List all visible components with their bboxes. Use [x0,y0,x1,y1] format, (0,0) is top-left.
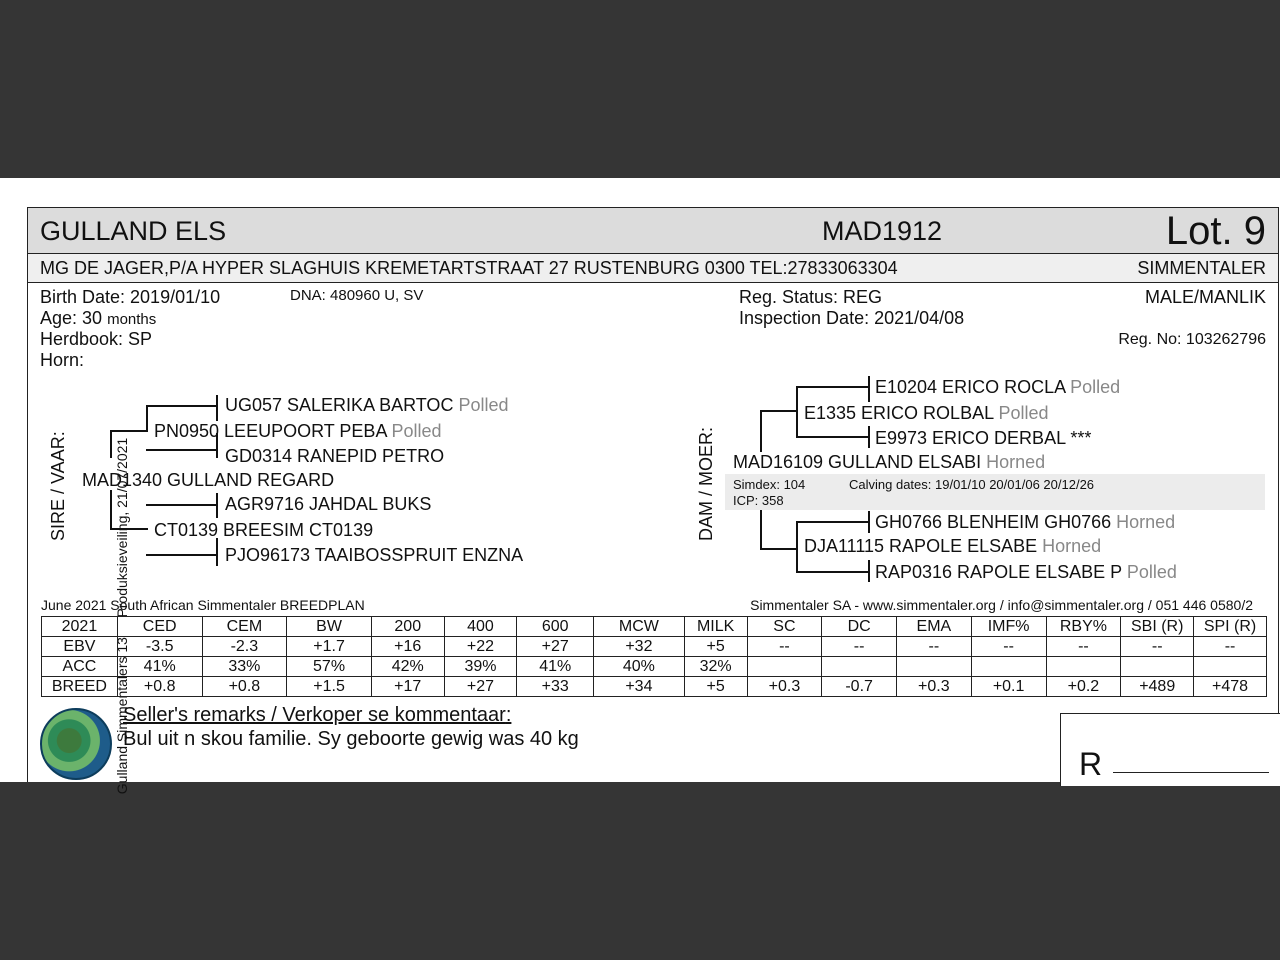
ebv-cell: -3.5 [117,637,202,657]
ebv-cell: +34 [594,677,685,697]
ebv-header-cell: CEM [202,617,287,637]
ebv-header-cell: SC [747,617,822,637]
ebv-header-row [42,617,1267,637]
ebv-cell: +1.7 [287,637,372,657]
ebv-cell [747,657,822,677]
ebv-row [42,677,1267,697]
herdbook: Herdbook: SP [40,329,153,349]
icp: ICP: 358 [733,493,784,508]
ebv-header-cell: 2021 [42,617,118,637]
ebv-cell: -0.7 [822,677,897,697]
ebv-cell [1121,657,1194,677]
breed-label: SIMMENTALER [1137,258,1266,278]
sire: MAD1340 GULLAND REGARD [82,470,335,490]
simdex: Simdex: 104 [733,477,806,492]
age [40,308,156,329]
ebv-cell [822,657,897,677]
ebv-cell: +0.3 [747,677,822,697]
ebv-header-cell: BW [287,617,372,637]
owner-details: MG DE JAGER,P/A HYPER SLAGHUIS KREMETARTSTRAAT 27 RUSTENBURG 0300 TEL:27833063304 [40,258,898,278]
ebv-cell: 57% [287,657,372,677]
ebv-cell [896,657,971,677]
dam-dam: DJA11115 RAPOLE ELSABE Horned [804,536,1102,556]
ebv-cell: +33 [517,677,594,697]
simmentaler-logo [40,708,112,780]
ebv-cell: -- [1194,637,1267,657]
ebv-cell [1194,657,1267,677]
ebv-cell: 33% [202,657,287,677]
horn: Horn: [40,350,85,370]
ebv-cell: 39% [444,657,517,677]
sex: MALE/MANLIK [1144,287,1266,307]
ebv-cell: +1.5 [287,677,372,697]
title-bar [28,208,1278,254]
contact-note: Simmentaler SA - www.simmentaler.org / info@simmentaler.org / 051 446 0580/2 [750,597,1253,613]
sire-sire-dam: GD0314 RANEPID PETRO [225,446,445,466]
ebv-cell: -- [1121,637,1194,657]
remarks-text: Bul uit n skou familie. Sy geboorte gewig was 40 kg [123,728,579,750]
ebv-header-cell: EMA [896,617,971,637]
ebv-header-cell: RBY% [1046,617,1121,637]
ebv-cell: +5 [684,677,747,697]
ebv-cell: +32 [594,637,685,657]
animal-id: MAD1912 [822,216,943,246]
ebv-cell: -- [747,637,822,657]
ebv-header-cell: 400 [444,617,517,637]
ebv-cell: -- [896,637,971,657]
ebv-header-cell: MILK [684,617,747,637]
ebv-cell: +0.3 [896,677,971,697]
ebv-cell: EBV [42,637,118,657]
dam-label: DAM / MOER: [696,426,716,541]
remarks-title: Seller's remarks / Verkoper se kommentaar: [123,704,512,726]
ebv-cell: +0.8 [117,677,202,697]
sire-sire: PN0950 LEEUPOORT PEBA Polled [154,421,442,441]
ebv-table [41,616,1267,697]
ebv-row [42,657,1267,677]
ebv-cell: -- [1046,637,1121,657]
age-value: Age: 30 [40,308,103,328]
ebv-cell: 41% [517,657,594,677]
ebv-cell: 42% [371,657,444,677]
bid-price-box[interactable] [1060,713,1280,786]
ebv-header-cell: 600 [517,617,594,637]
sire-dam-sire: AGR9716 JAHDAL BUKS [225,494,432,514]
dna-info: DNA: 480960 U, SV [290,287,424,304]
ebv-cell: +489 [1121,677,1194,697]
ebv-header-cell: 200 [371,617,444,637]
dam: MAD16109 GULLAND ELSABI Horned [733,452,1046,472]
ebv-cell: +22 [444,637,517,657]
currency-symbol: R [1079,746,1103,782]
ebv-cell: -- [822,637,897,657]
ebv-header-cell: CED [117,617,202,637]
reg-number: Reg. No: 103262796 [1118,331,1266,348]
ebv-cell: ACC [42,657,118,677]
ebv-cell: BREED [42,677,118,697]
ebv-cell: +0.2 [1046,677,1121,697]
calving-dates: Calving dates: 19/01/10 20/01/06 20/12/26 [849,477,1095,492]
lot-card [27,207,1279,782]
ebv-row [42,637,1267,657]
dam-sire-dam: E9973 ERICO DERBAL *** [875,428,1092,448]
catalogue-sheet [0,178,1280,795]
ebv-cell [971,657,1046,677]
ebv-cell: +0.8 [202,677,287,697]
ebv-header-cell: SPI (R) [1194,617,1267,637]
ebv-cell: -- [971,637,1046,657]
dam-dam-dam: RAP0316 RAPOLE ELSABE P Polled [875,562,1177,582]
dam-sire-sire: E10204 ERICO ROCLA Polled [875,377,1121,397]
price-entry-line[interactable] [1113,772,1269,773]
sire-dam: CT0139 BREESIM CT0139 [154,520,374,540]
sire-sire-sire: UG057 SALERIKA BARTOC Polled [225,395,509,415]
ebv-cell: 32% [684,657,747,677]
ebv-cell: 41% [117,657,202,677]
dam-sire: E1335 ERICO ROLBAL Polled [804,403,1049,423]
ebv-header-cell: MCW [594,617,685,637]
ebv-cell: +5 [684,637,747,657]
ebv-cell: +16 [371,637,444,657]
dam-dam-sire: GH0766 BLENHEIM GH0766 Horned [875,512,1176,532]
ebv-cell: +27 [444,677,517,697]
side-caption: Gulland Simmentalers 13de Produksieveiling, 21/07/2021 [114,437,130,795]
ebv-cell: +478 [1194,677,1267,697]
owner-bar [28,254,1278,283]
inspection-date: Inspection Date: 2021/04/08 [739,308,965,328]
ebv-cell: +17 [371,677,444,697]
reg-status: Reg. Status: REG [739,287,883,307]
ebv-cell: 40% [594,657,685,677]
sire-dam-dam: PJO96173 TAAIBOSSPRUIT ENZNA [225,545,524,565]
age-unit: months [107,311,157,328]
ebv-cell: +27 [517,637,594,657]
ebv-cell [1046,657,1121,677]
ebv-header-cell: SBI (R) [1121,617,1194,637]
ebv-cell: -2.3 [202,637,287,657]
lot-number: Lot. 9 [1165,209,1266,253]
birth-date: Birth Date: 2019/01/10 [40,287,221,307]
sire-label: SIRE / VAAR: [48,431,68,541]
dam-stats-box [725,474,1265,510]
ebv-cell: +0.1 [971,677,1046,697]
ebv-header-cell: DC [822,617,897,637]
breedplan-note: June 2021 South African Simmentaler BREEDPLAN [41,597,365,613]
ebv-header-cell: IMF% [971,617,1046,637]
animal-name: GULLAND ELS [40,216,227,246]
